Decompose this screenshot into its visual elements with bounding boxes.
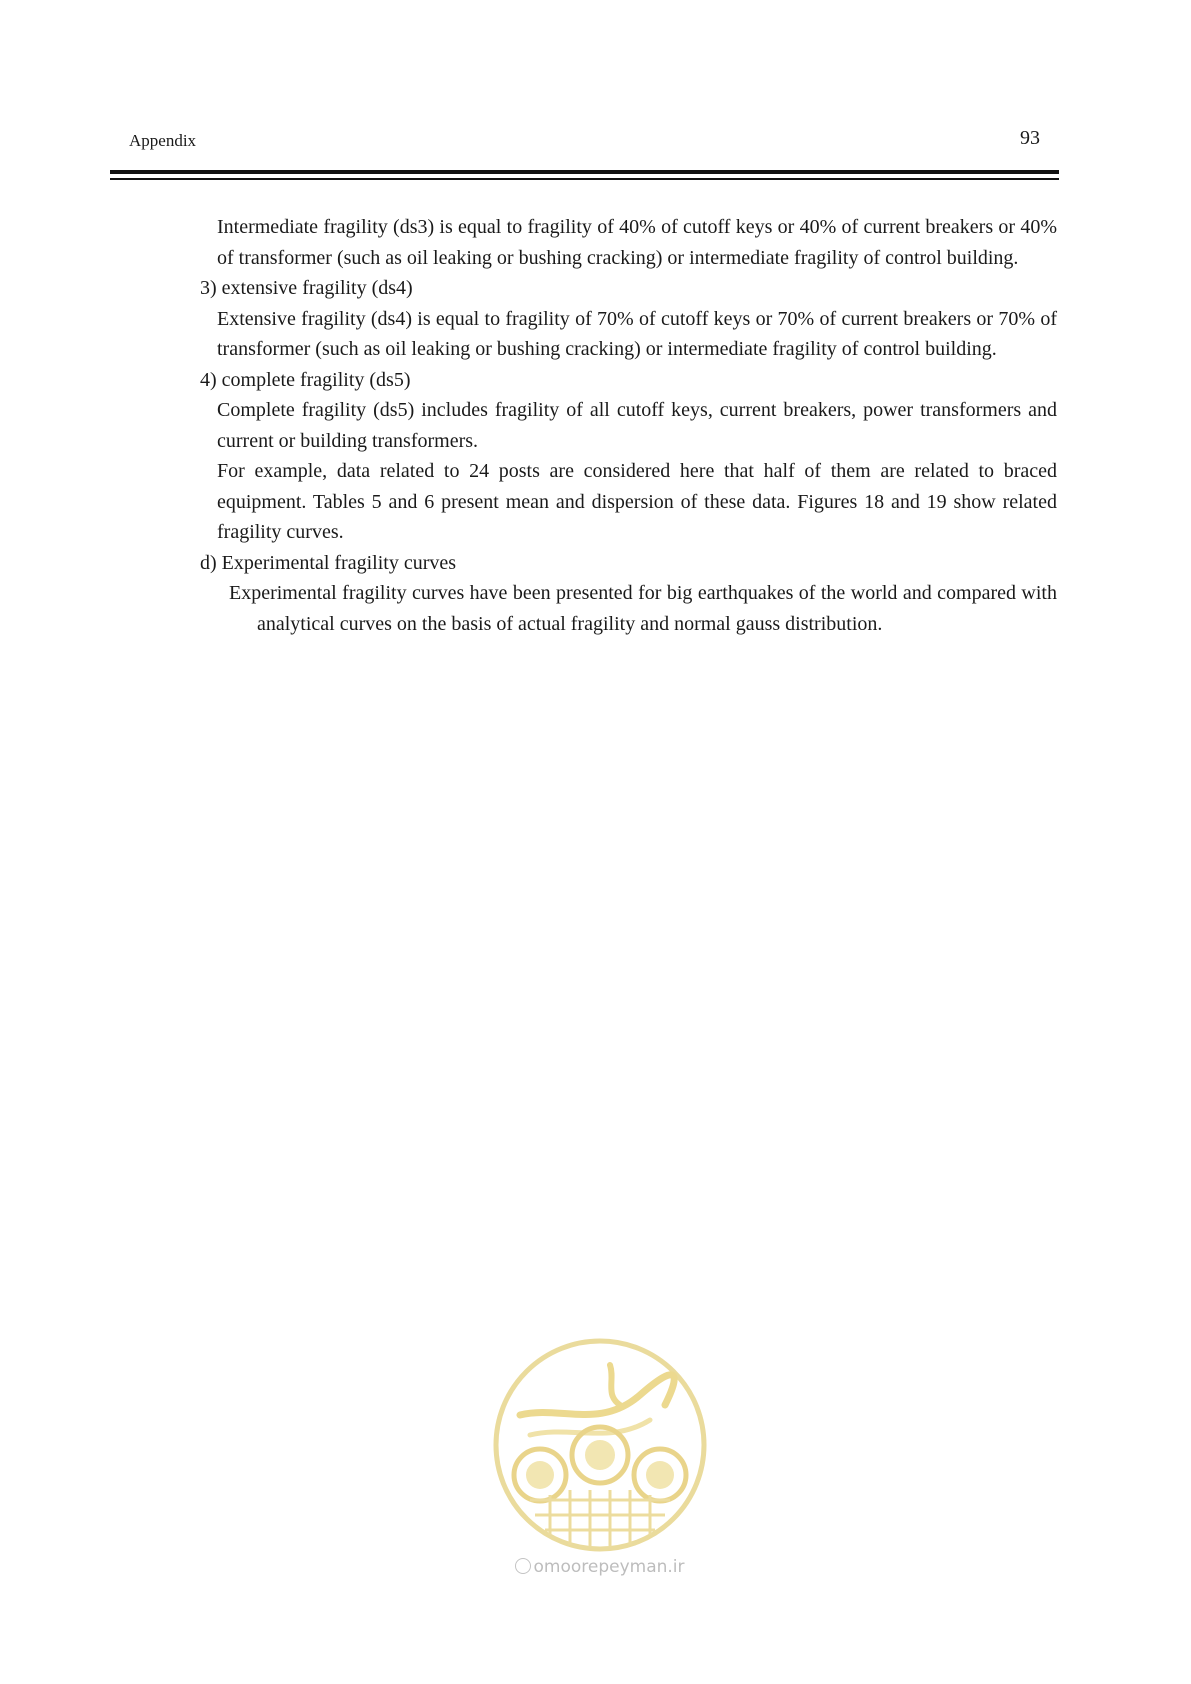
page-number: 93 <box>1020 127 1040 149</box>
globe-icon <box>515 1558 531 1574</box>
paragraph-experimental: Experimental fragility curves have been presented for big earthquakes of the world and compared with analytical curves on the basis of actual fragility and normal gauss distribution. <box>229 582 1057 635</box>
header-rule-thick <box>110 170 1059 174</box>
paragraph-ds4: Extensive fragility (ds4) is equal to fragility of 70% of cutoff keys or 70% of current breakers or 70% of transformer (such as oil leaking or bushing cracking) or intermediate fragility of control building. <box>217 307 1057 360</box>
running-header: Appendix <box>129 131 197 150</box>
watermark-logo <box>490 1335 710 1595</box>
watermark-emblem-icon <box>490 1335 710 1555</box>
watermark-url: omoorepeyman.ir <box>490 1557 710 1577</box>
page-body <box>0 212 1191 639</box>
heading-ds5: 4) complete fragility (ds5) <box>200 368 411 391</box>
heading-ds4: 3) extensive fragility (ds4) <box>200 277 413 299</box>
header-rule-thin <box>110 178 1059 180</box>
paragraph-ds5: Complete fragility (ds5) includes fragility of all cutoff keys, current breakers, power transformers and current or building transformers. <box>217 399 1057 452</box>
heading-experimental: d) Experimental fragility curves <box>200 551 457 574</box>
paragraph-ds3: Intermediate fragility (ds3) is equal to fragility of 40% of cutoff keys or 40% of current breakers or 40% of transformer (such as oil leaking or bushing cracking) or intermediate fragility of control building. <box>217 216 1057 269</box>
paragraph-example: For example, data related to 24 posts are considered here that half of them are related to braced equipment. Tables 5 and 6 present mean and dispersion of these data. Figures 18 and 19 show related fragility curves. <box>217 460 1057 543</box>
